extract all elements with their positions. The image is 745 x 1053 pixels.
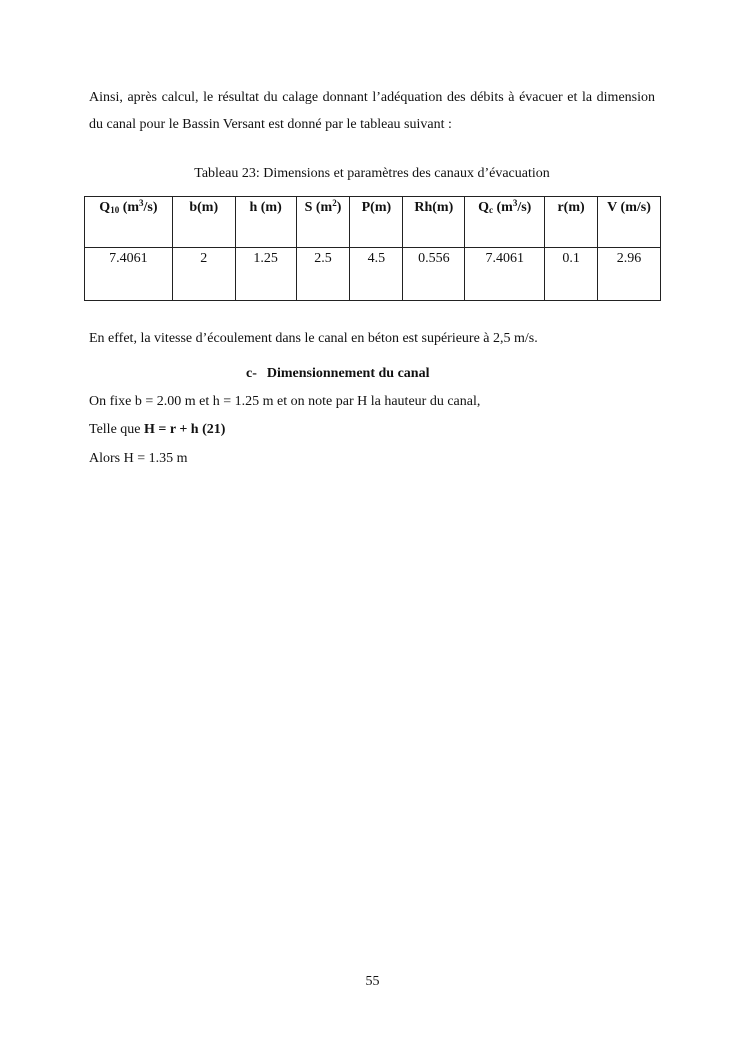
velocity-note: En effet, la vitesse d’écoulement dans le canal en béton est supérieure à 2,5 m/s.	[89, 331, 538, 346]
cell-rh: 0.556	[403, 248, 465, 301]
cell-q10: 7.4061	[85, 248, 173, 301]
section-heading	[246, 364, 429, 384]
table-caption: Tableau 23: Dimensions et paramètres des canaux d’évacuation	[194, 166, 550, 181]
result-line: Alors H = 1.35 m	[89, 451, 188, 466]
cell-r: 0.1	[545, 248, 598, 301]
header-r: r(m)	[545, 197, 598, 248]
cell-h: 1.25	[235, 248, 296, 301]
cell-b: 2	[172, 248, 235, 301]
header-p: P(m)	[350, 197, 403, 248]
header-v: V (m/s)	[598, 197, 661, 248]
parameters-table	[84, 196, 661, 301]
section-number: c-	[246, 366, 257, 381]
formula-line: Telle que H = r + h (21)	[89, 422, 226, 437]
formula: H = r + h (21)	[144, 422, 226, 437]
header-qc: $Q_c$ $(m^3/s)$	[465, 197, 545, 248]
fixed-dimensions-line: On fixe b = 2.00 m et h = 1.25 m et on note par H la hauteur du canal,	[89, 394, 481, 409]
table-header-row	[85, 197, 661, 248]
header-rh: Rh(m)	[403, 197, 465, 248]
table-row	[85, 248, 661, 301]
header-q10: $Q_{10}$ $(m^3/s)$	[85, 197, 173, 248]
cell-v: 2.96	[598, 248, 661, 301]
cell-p: 4.5	[350, 248, 403, 301]
header-b: b(m)	[172, 197, 235, 248]
cell-qc: 7.4061	[465, 248, 545, 301]
cell-s: 2.5	[296, 248, 350, 301]
page-number: 55	[365, 974, 380, 989]
intro-paragraph: Ainsi, après calcul, le résultat du calage donnant l’adéquation des débits à évacuer et la dimension du canal pour le Bassin Versant est donné par le tableau suivant :	[89, 90, 655, 132]
header-s: S $(m^2)$	[296, 197, 350, 248]
header-h: h (m)	[235, 197, 296, 248]
section-title: Dimensionnement du canal	[266, 366, 430, 381]
